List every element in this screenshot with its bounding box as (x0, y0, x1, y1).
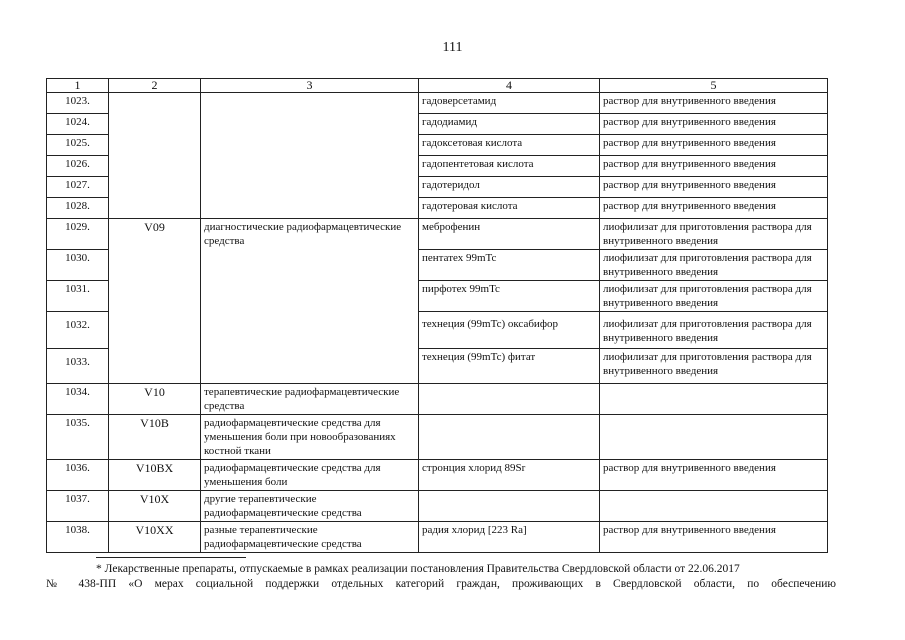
row-number: 1037. (47, 491, 109, 522)
row-number: 1032. (47, 312, 109, 349)
footnote (46, 562, 836, 592)
row-number: 1031. (47, 281, 109, 312)
group-name: разные терапевтические радиофармацевтические средства (201, 522, 419, 553)
row-number: 1030. (47, 250, 109, 281)
row-number: 1023. (47, 93, 109, 114)
drug-name: гадоверсетамид (419, 93, 600, 114)
drug-name: технеция (99mTc) фитат (419, 349, 600, 384)
table-row (47, 522, 828, 553)
drug-name: меброфенин (419, 219, 600, 250)
drug-name: стронция хлорид 89Sr (419, 460, 600, 491)
group-name: радиофармацевтические средства для уменьшения боли при новообразованиях костной ткани (201, 415, 419, 460)
drug-name (419, 491, 600, 522)
atc-code: V10XX (109, 522, 201, 553)
atc-code: V10 (109, 384, 201, 415)
column-header: 5 (600, 79, 828, 93)
drug-name: пирфотех 99mTc (419, 281, 600, 312)
column-header: 3 (201, 79, 419, 93)
dosage-form: раствор для внутривенного введения (600, 177, 828, 198)
footnote-divider (96, 557, 246, 558)
drug-name: гадотеридол (419, 177, 600, 198)
row-number: 1028. (47, 198, 109, 219)
row-number: 1024. (47, 114, 109, 135)
drug-name: гадоксетовая кислота (419, 135, 600, 156)
dosage-form: лиофилизат для приготовления раствора для внутривенного введения (600, 219, 828, 250)
row-number: 1027. (47, 177, 109, 198)
table-header-row (47, 79, 828, 93)
dosage-form (600, 415, 828, 460)
empty-group-cell (201, 93, 419, 219)
dosage-form: лиофилизат для приготовления раствора для внутривенного введения (600, 281, 828, 312)
row-number: 1038. (47, 522, 109, 553)
atc-code: V10BX (109, 460, 201, 491)
atc-code: V10X (109, 491, 201, 522)
table-row (47, 460, 828, 491)
row-number: 1033. (47, 349, 109, 384)
dosage-form: раствор для внутривенного введения (600, 93, 828, 114)
row-number: 1029. (47, 219, 109, 250)
table-row (47, 415, 828, 460)
column-header: 2 (109, 79, 201, 93)
atc-code: V10B (109, 415, 201, 460)
drug-name: технеция (99mTc) оксабифор (419, 312, 600, 349)
table-row (47, 219, 828, 250)
group-name: терапевтические радиофармацевтические средства (201, 384, 419, 415)
row-number: 1036. (47, 460, 109, 491)
table-row (47, 93, 828, 114)
empty-code-cell (109, 93, 201, 219)
row-number: 1035. (47, 415, 109, 460)
drug-name: радия хлорид [223 Ra] (419, 522, 600, 553)
drug-name (419, 415, 600, 460)
drug-name: гадодиамид (419, 114, 600, 135)
footnote-line: * Лекарственные препараты, отпускаемые в рамках реализации постановления Правительства Свердловской области от 22.06.2017 (96, 563, 740, 575)
dosage-form: лиофилизат для приготовления раствора для внутривенного введения (600, 349, 828, 384)
dosage-form: раствор для внутривенного введения (600, 135, 828, 156)
table-row (47, 491, 828, 522)
group-name: диагностические радиофармацевтические средства (201, 219, 419, 384)
drug-name: гадотеровая кислота (419, 198, 600, 219)
footnote-line: № 438-ПП «О мерах социальной поддержки отдельных категорий граждан, проживающих в Свердловской области, по обеспечению (46, 578, 836, 590)
column-header: 4 (419, 79, 600, 93)
drug-table (46, 78, 828, 553)
group-name: другие терапевтические радиофармацевтические средства (201, 491, 419, 522)
dosage-form: раствор для внутривенного введения (600, 114, 828, 135)
group-name: радиофармацевтические средства для уменьшения боли (201, 460, 419, 491)
dosage-form (600, 384, 828, 415)
row-number: 1034. (47, 384, 109, 415)
dosage-form: лиофилизат для приготовления раствора для внутривенного введения (600, 250, 828, 281)
dosage-form (600, 491, 828, 522)
drug-name (419, 384, 600, 415)
dosage-form: лиофилизат для приготовления раствора для внутривенного введения (600, 312, 828, 349)
dosage-form: раствор для внутривенного введения (600, 156, 828, 177)
drug-name: пентатех 99mTc (419, 250, 600, 281)
atc-code: V09 (109, 219, 201, 384)
drug-name: гадопентетовая кислота (419, 156, 600, 177)
dosage-form: раствор для внутривенного введения (600, 522, 828, 553)
column-header: 1 (47, 79, 109, 93)
dosage-form: раствор для внутривенного введения (600, 198, 828, 219)
table-row (47, 384, 828, 415)
dosage-form: раствор для внутривенного введения (600, 460, 828, 491)
row-number: 1025. (47, 135, 109, 156)
page-number: 111 (442, 40, 463, 55)
row-number: 1026. (47, 156, 109, 177)
